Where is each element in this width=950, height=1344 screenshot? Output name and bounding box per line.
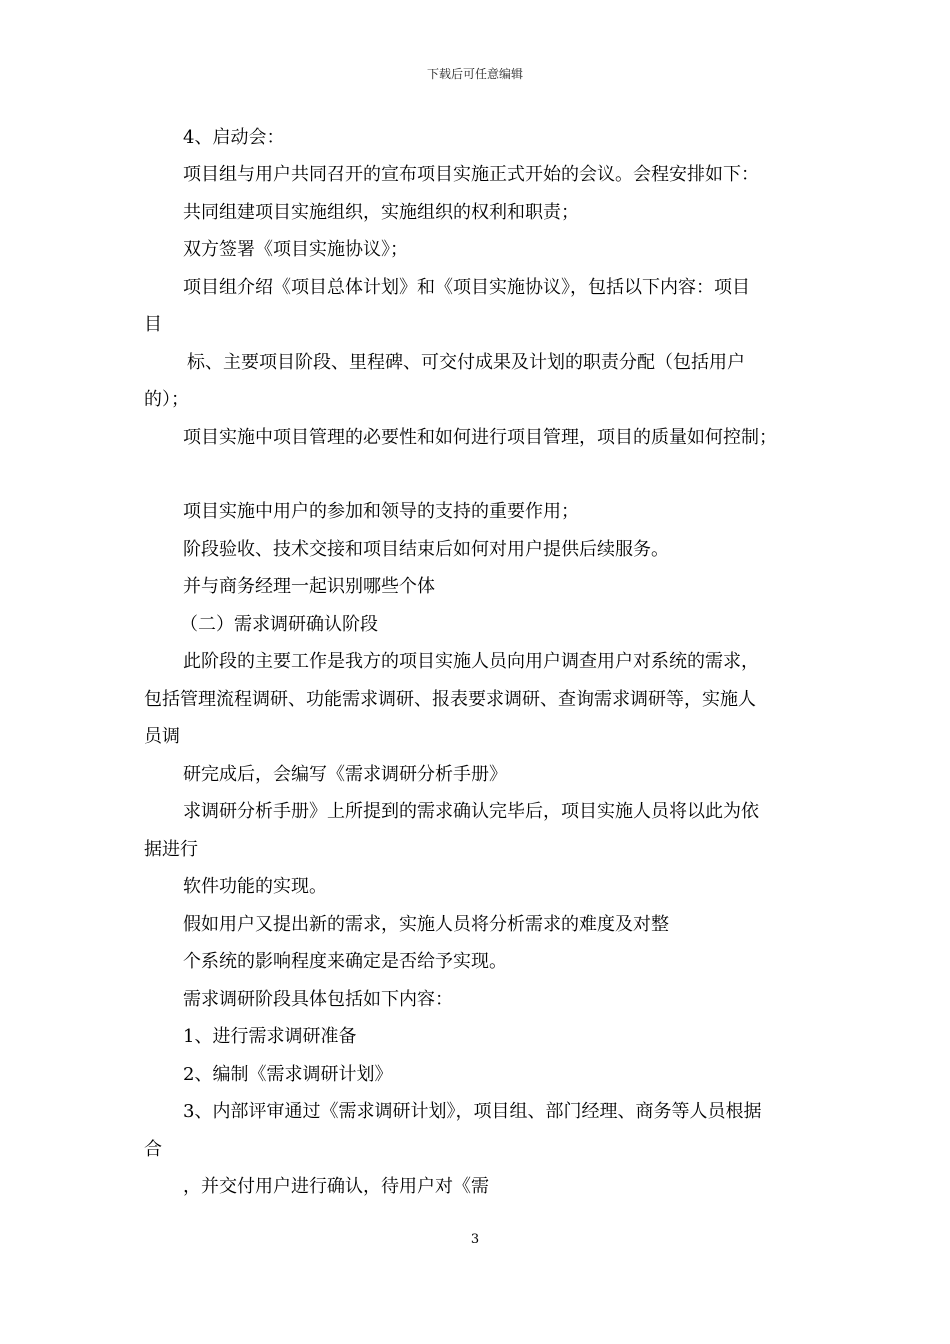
text-line: 项目组介绍《项目总体计划》和《项目实施协议》，包括以下内容：项目 [183,277,750,298]
text-line: ，并交付用户进行确认，待用户对《需 [183,1176,489,1197]
page-number: 3 [470,1232,480,1247]
text-line: 项目实施中项目管理的必要性和如何进行项目管理，项目的质量如何控制； [183,427,777,448]
text-line: 求调研分析手册》上所提到的需求确认完毕后，项目实施人员将以此为依 [183,801,759,822]
text-line: 员调 [144,726,180,747]
list-item: 3、内部评审通过《需求调研计划》，项目组、部门经理、商务等人员根据 [183,1101,762,1122]
text-line: 双方签署《项目实施协议》； [183,239,408,260]
text-line: 项目组与用户共同召开的宣布项目实施正式开始的会议。会程安排如下： [183,164,759,185]
text-line: 需求调研阶段具体包括如下内容： [183,989,453,1010]
list-item: 1、进行需求调研准备 [183,1026,357,1047]
text-line: 包括管理流程调研、功能需求调研、报表要求调研、查询需求调研等，实施人 [144,689,756,710]
text-line: 4、启动会： [183,127,285,148]
text-line: 假如用户又提出新的需求，实施人员将分析需求的难度及对整 [183,914,669,935]
text-line: 的）； [144,389,189,410]
text-line: 软件功能的实现。 [183,876,327,897]
page-header-note: 下载后可任意编辑 [426,67,523,81]
text-line: 据进行 [144,839,198,860]
list-item: 2、编制《需求调研计划》 [183,1064,393,1085]
section-heading: （二）需求调研确认阶段 [180,614,378,635]
text-line: 合 [144,1139,162,1160]
text-line: 阶段验收、技术交接和项目结束后如何对用户提供后续服务。 [183,539,669,560]
text-line: 项目实施中用户的参加和领导的支持的重要作用； [183,501,579,522]
text-line: 目 [144,314,162,335]
text-line: 并与商务经理一起识别哪些个体 [183,576,435,597]
text-line: 标、主要项目阶段、里程碑、可交付成果及计划的职责分配（包括用户 [187,352,745,373]
text-line: 研完成后，会编写《需求调研分析手册》 [183,764,507,785]
text-line: 此阶段的主要工作是我方的项目实施人员向用户调查用户对系统的需求， [183,651,759,672]
text-line: 共同组建项目实施组织，实施组织的权利和职责； [183,202,579,223]
text-line: 个系统的影响程度来确定是否给予实现。 [183,951,507,972]
